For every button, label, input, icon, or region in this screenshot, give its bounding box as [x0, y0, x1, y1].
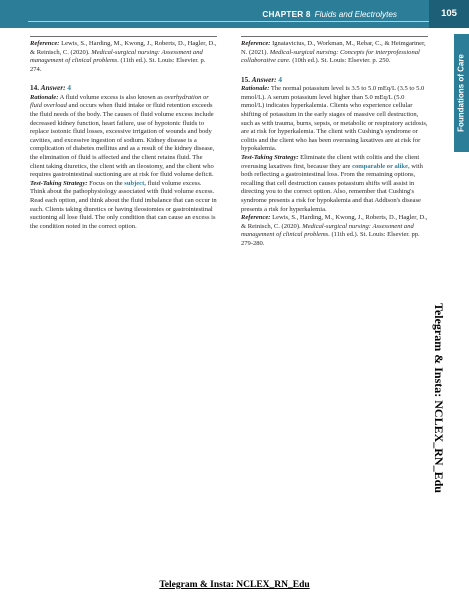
- header-rule: [28, 21, 429, 22]
- answer-heading-14: 14. Answer: 4: [30, 84, 71, 93]
- strategy-paragraph: Test-Taking Strategy: Focus on the subject, fluid volume excess. Think about the pathophysiology associated with fluid volume excess. Read each option, and think about the fluid imbalance that can occur in each. Clients taking diuretics or having ileostomies or gastrointestinal suctioning all lose fluid. The only condition that can cause an excess is the condition noted in the correct option.: [30, 179, 217, 230]
- reference-paragraph: Reference: Lewis, S., Harding, M., Kwong, J., Roberts, D., Hagler, D., & Reinisch, C. (2020). Medical-surgical nursing: Assessment and management of clinical problems. (11th ed.). St. Louis: Elsevier. pp. 279-280.: [241, 214, 428, 247]
- running-head: [262, 10, 397, 19]
- page-number: 105: [429, 0, 469, 28]
- left-column: [30, 36, 217, 231]
- section-side-tab: [454, 34, 469, 152]
- side-tab-label: Foundations of Care: [456, 54, 466, 132]
- chapter-number: CHAPTER 8: [262, 10, 311, 19]
- right-column: [241, 36, 428, 249]
- side-watermark: Telegram & Insta: NCLEX_RN_Edu: [432, 303, 446, 493]
- page-header: [0, 0, 469, 28]
- reference-paragraph: Reference: Ignatavicius, D., Workman, M., Rebar, C., & Heimgartner, N. (2021). Medical-surgical nursing: Concepts for interprofessional collaborative care. (10th ed.). St. Louis: Elsevier. p. 250.: [241, 40, 426, 65]
- column-top-rule: [241, 36, 428, 37]
- column-top-rule: [30, 36, 217, 37]
- rationale-paragraph: Rationale: The normal potassium level is 3.5 to 5.0 mEq/L (3.5 to 5.0 mmol/L). A serum potassium level higher than 5.0 mEq/L (5.0 mmol/L) indicates hyperkalemia. Clients who experience cellular shifting of potassium in the early stages of massive cell destruction, such as with trauma, burns, sepsis, or metabolic or respiratory acidosis, are at risk for hyperkalemia. The client with Cushing's syndrome or colitis and the client who has been overusing laxatives are at risk for hypokalemia.: [241, 85, 428, 153]
- bottom-watermark: Telegram & Insta: NCLEX_RN_Edu: [159, 580, 310, 590]
- rationale-paragraph: Rationale: A fluid volume excess is also known as overhydration or fluid overload and occurs when fluid intake or fluid retention exceeds the fluid needs of the body. The causes of fluid volume excess include decreased kidney function, heart failure, use of hypotonic fluids to replace isotonic fluid losses, excessive irrigation of wounds and body cavities, and excessive ingestion of sodium. Kidney disease is a complication of diabetes mellitus and as a result of the kidney disease, the elimination of fluid is affected and the client retains fluid. The client taking diuretics, the client with an ileostomy, and the client who requires gastrointestinal suctioning are at risk for fluid volume deficit.: [30, 93, 215, 179]
- chapter-title: Fluids and Electrolytes: [314, 10, 397, 19]
- answer-heading-15: 15. Answer: 4: [241, 75, 282, 84]
- strategy-paragraph: Test-Taking Strategy: Eliminate the client with colitis and the client overusing laxatives first, because they are comparable or alike, with both reflecting a gastrointestinal loss. From the remaining options, recalling that cell destruction causes potassium shifts will assist in directing you to the correct option. Also, remember that Cushing's syndrome presents a risk for hypokalemia and that Addison's disease presents a risk for hyperkalemia.: [241, 154, 423, 213]
- reference-paragraph: Reference: Lewis, S., Harding, M., Kwong, J., Roberts, D., Hagler, D., & Reinisch, C. (2020). Medical-surgical nursing: Assessment and management of clinical problems. (11th ed.). St. Louis: Elsevier. p. 274.: [30, 40, 217, 73]
